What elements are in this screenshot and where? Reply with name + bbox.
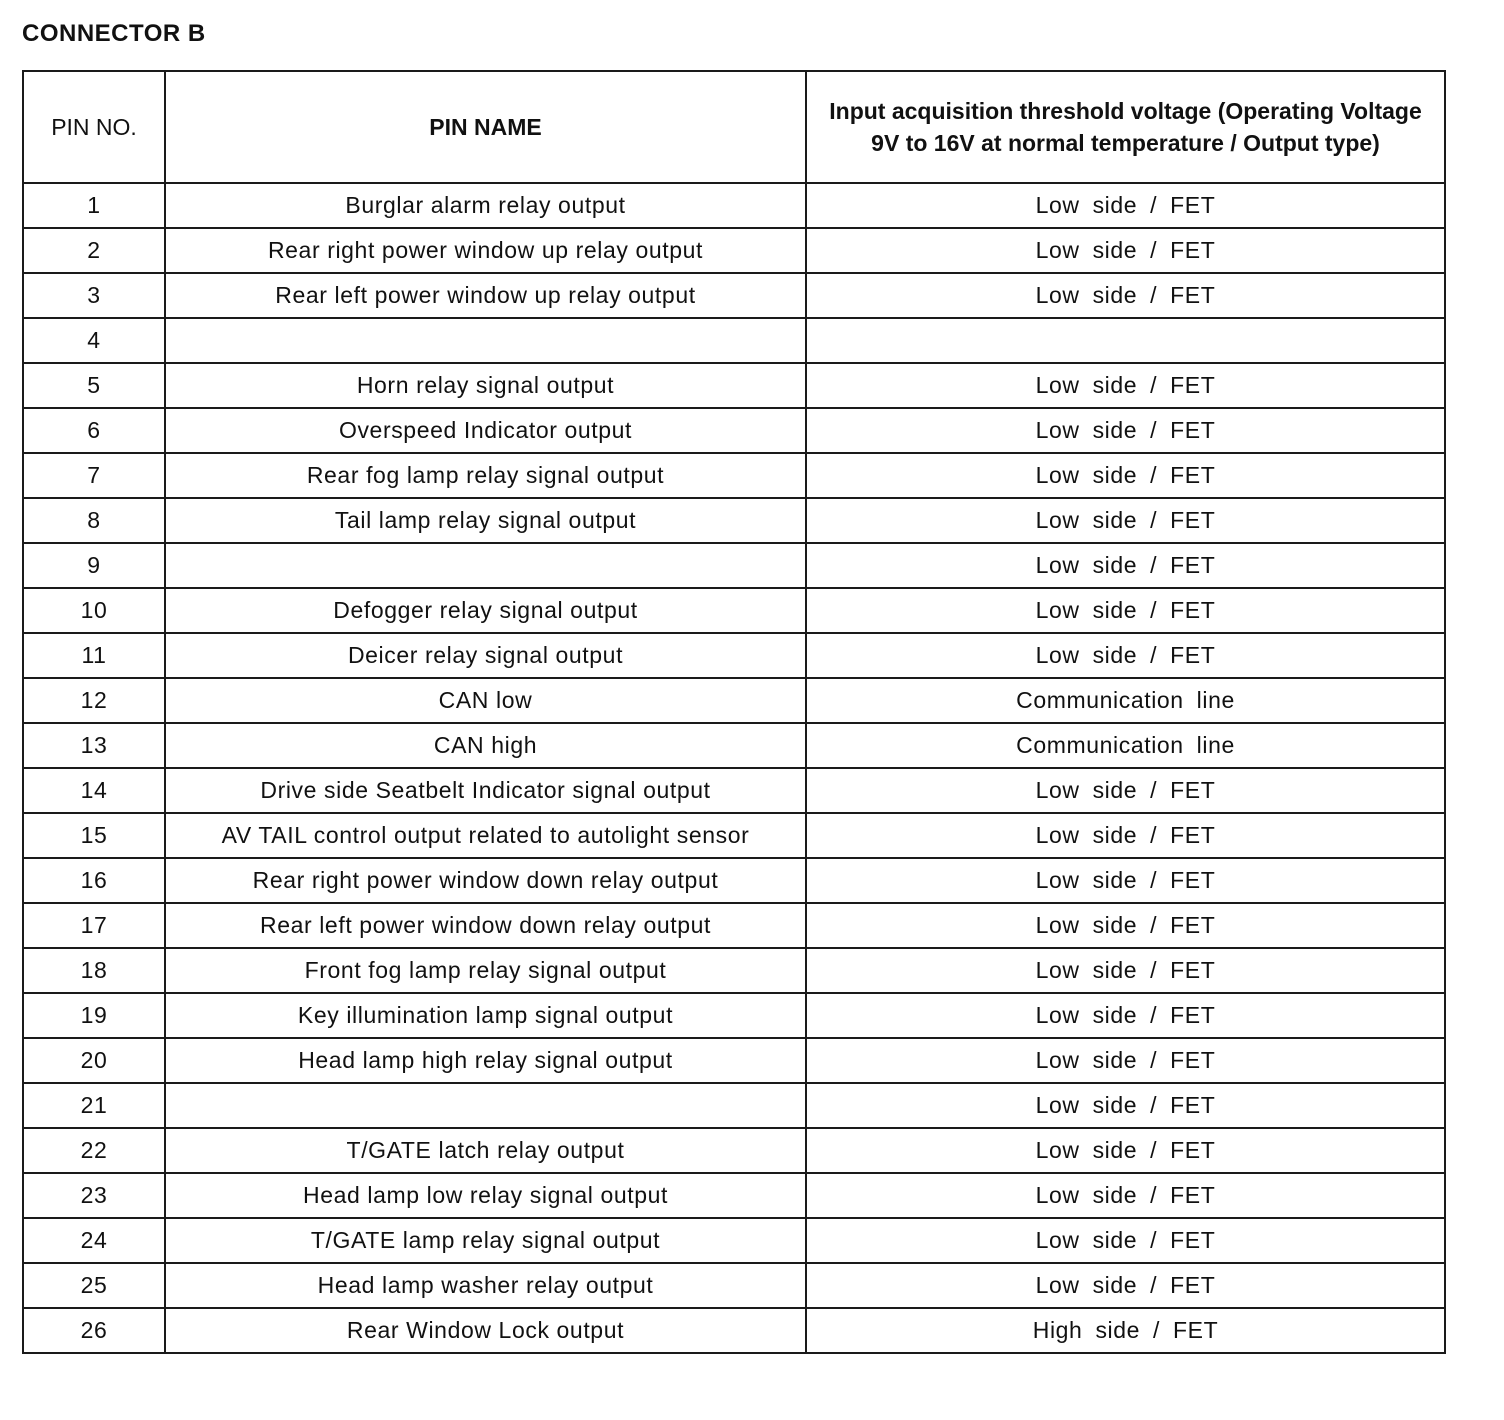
table-row — [23, 1173, 1445, 1218]
table-row — [23, 318, 1445, 363]
pin-name-cell: Horn relay signal output — [165, 363, 806, 408]
output-type-cell: Low side / FET — [806, 408, 1445, 453]
pin-name-cell: Rear left power window down relay output — [165, 903, 806, 948]
table-row — [23, 1083, 1445, 1128]
pin-name-cell: Head lamp low relay signal output — [165, 1173, 806, 1218]
pin-name-cell: Drive side Seatbelt Indicator signal output — [165, 768, 806, 813]
pin-number-cell: 24 — [23, 1218, 165, 1263]
output-type-cell: Low side / FET — [806, 1173, 1445, 1218]
table-header-row — [23, 71, 1445, 183]
pin-number-cell: 25 — [23, 1263, 165, 1308]
pin-number-cell: 12 — [23, 678, 165, 723]
table-row — [23, 273, 1445, 318]
table-row — [23, 1218, 1445, 1263]
table-row — [23, 498, 1445, 543]
pin-name-cell: Front fog lamp relay signal output — [165, 948, 806, 993]
pin-number-cell: 2 — [23, 228, 165, 273]
pin-number-cell: 19 — [23, 993, 165, 1038]
output-type-cell: Low side / FET — [806, 1128, 1445, 1173]
pin-number-cell: 5 — [23, 363, 165, 408]
pin-number-cell: 4 — [23, 318, 165, 363]
header-pin-name: PIN NAME — [165, 71, 806, 183]
pin-name-cell: Rear right power window down relay output — [165, 858, 806, 903]
pin-name-cell: T/GATE latch relay output — [165, 1128, 806, 1173]
pin-name-cell: CAN low — [165, 678, 806, 723]
table-row — [23, 948, 1445, 993]
table-row — [23, 993, 1445, 1038]
table-row — [23, 1038, 1445, 1083]
output-type-cell: Low side / FET — [806, 588, 1445, 633]
table-row — [23, 1128, 1445, 1173]
output-type-cell: Low side / FET — [806, 363, 1445, 408]
pin-number-cell: 9 — [23, 543, 165, 588]
pin-name-cell: Key illumination lamp signal output — [165, 993, 806, 1038]
pin-name-cell: Overspeed Indicator output — [165, 408, 806, 453]
output-type-cell: Low side / FET — [806, 1263, 1445, 1308]
pin-number-cell: 11 — [23, 633, 165, 678]
output-type-cell: Communication line — [806, 723, 1445, 768]
table-row — [23, 1308, 1445, 1353]
pin-number-cell: 21 — [23, 1083, 165, 1128]
table-row — [23, 768, 1445, 813]
output-type-cell: Low side / FET — [806, 993, 1445, 1038]
table-row — [23, 543, 1445, 588]
pin-number-cell: 7 — [23, 453, 165, 498]
pin-number-cell: 14 — [23, 768, 165, 813]
output-type-cell: Low side / FET — [806, 498, 1445, 543]
table-row — [23, 453, 1445, 498]
pin-table-body — [23, 183, 1445, 1353]
pin-table — [22, 70, 1446, 1354]
pin-name-cell — [165, 1083, 806, 1128]
table-row — [23, 903, 1445, 948]
table-row — [23, 723, 1445, 768]
pin-name-cell: Rear Window Lock output — [165, 1308, 806, 1353]
table-row — [23, 813, 1445, 858]
pin-name-cell: Defogger relay signal output — [165, 588, 806, 633]
pin-name-cell: AV TAIL control output related to autolight sensor — [165, 813, 806, 858]
pin-name-cell — [165, 318, 806, 363]
output-type-cell: Low side / FET — [806, 903, 1445, 948]
connector-title: CONNECTOR B — [22, 20, 206, 47]
output-type-cell: Low side / FET — [806, 858, 1445, 903]
pin-name-cell: Deicer relay signal output — [165, 633, 806, 678]
output-type-cell: Low side / FET — [806, 543, 1445, 588]
pin-name-cell: Tail lamp relay signal output — [165, 498, 806, 543]
pin-number-cell: 10 — [23, 588, 165, 633]
output-type-cell: Low side / FET — [806, 813, 1445, 858]
output-type-cell: Low side / FET — [806, 183, 1445, 228]
pin-number-cell: 26 — [23, 1308, 165, 1353]
pin-number-cell: 16 — [23, 858, 165, 903]
pin-number-cell: 18 — [23, 948, 165, 993]
output-type-cell: Communication line — [806, 678, 1445, 723]
pin-name-cell: Rear right power window up relay output — [165, 228, 806, 273]
table-row — [23, 633, 1445, 678]
pin-number-cell: 23 — [23, 1173, 165, 1218]
pin-name-cell: Rear left power window up relay output — [165, 273, 806, 318]
pin-number-cell: 3 — [23, 273, 165, 318]
table-row — [23, 183, 1445, 228]
pin-number-cell: 8 — [23, 498, 165, 543]
output-type-cell: Low side / FET — [806, 633, 1445, 678]
table-row — [23, 858, 1445, 903]
pin-name-cell: Head lamp high relay signal output — [165, 1038, 806, 1083]
table-row — [23, 363, 1445, 408]
table-row — [23, 408, 1445, 453]
output-type-cell: High side / FET — [806, 1308, 1445, 1353]
pin-number-cell: 13 — [23, 723, 165, 768]
table-row — [23, 678, 1445, 723]
pin-number-cell: 17 — [23, 903, 165, 948]
output-type-cell: Low side / FET — [806, 453, 1445, 498]
pin-name-cell: Burglar alarm relay output — [165, 183, 806, 228]
pin-number-cell: 20 — [23, 1038, 165, 1083]
header-pin-no: PIN NO. — [23, 71, 165, 183]
output-type-cell: Low side / FET — [806, 273, 1445, 318]
pin-number-cell: 22 — [23, 1128, 165, 1173]
table-row — [23, 228, 1445, 273]
table-row — [23, 588, 1445, 633]
pin-name-cell: CAN high — [165, 723, 806, 768]
header-threshold-output-type: Input acquisition threshold voltage (Operating Voltage 9V to 16V at normal temperature / Output type) — [806, 71, 1445, 183]
pin-name-cell — [165, 543, 806, 588]
pin-number-cell: 6 — [23, 408, 165, 453]
pin-name-cell: T/GATE lamp relay signal output — [165, 1218, 806, 1263]
output-type-cell: Low side / FET — [806, 228, 1445, 273]
output-type-cell: Low side / FET — [806, 1038, 1445, 1083]
output-type-cell: Low side / FET — [806, 948, 1445, 993]
output-type-cell — [806, 318, 1445, 363]
output-type-cell: Low side / FET — [806, 1218, 1445, 1263]
pin-name-cell: Head lamp washer relay output — [165, 1263, 806, 1308]
pin-name-cell: Rear fog lamp relay signal output — [165, 453, 806, 498]
pin-number-cell: 15 — [23, 813, 165, 858]
table-row — [23, 1263, 1445, 1308]
output-type-cell: Low side / FET — [806, 768, 1445, 813]
output-type-cell: Low side / FET — [806, 1083, 1445, 1128]
pin-number-cell: 1 — [23, 183, 165, 228]
